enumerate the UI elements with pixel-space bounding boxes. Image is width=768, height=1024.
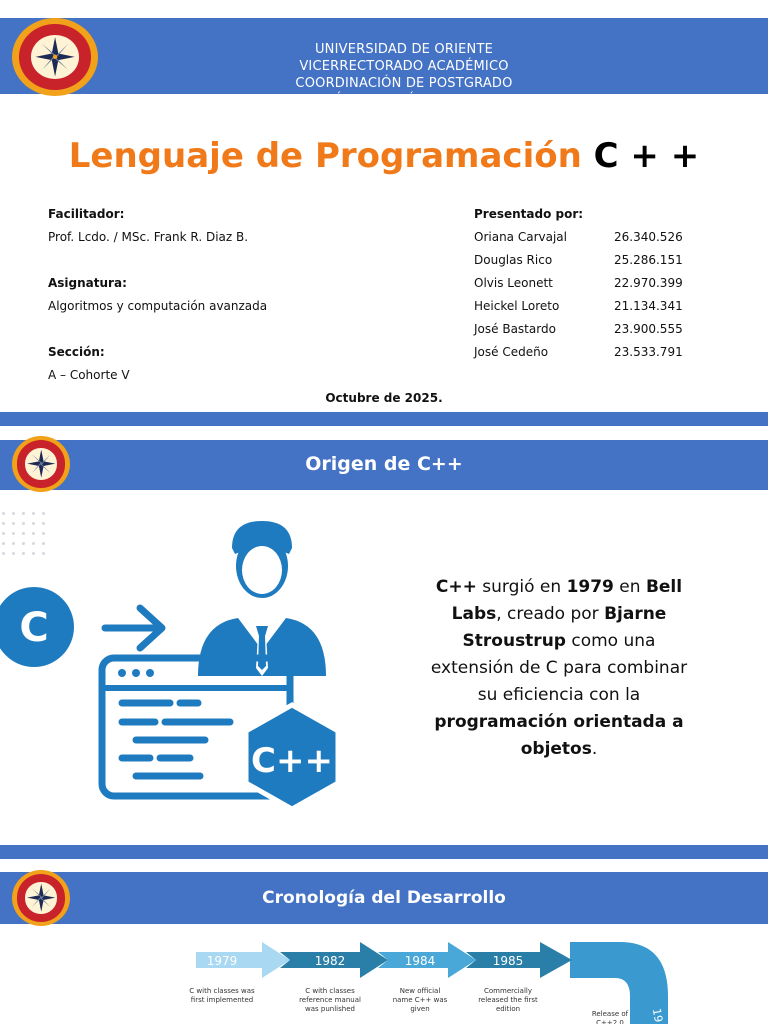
presenter-name: Olvis Leonett [474, 276, 553, 290]
section-value: A – Cohorte V [48, 368, 130, 382]
header-line-coordinacion: COORDINACIÓN DE POSTGRADO [295, 76, 513, 91]
section-label: Sección: [48, 345, 105, 359]
timeline-year: 1982 [314, 954, 346, 968]
presenter-id: 21.134.341 [614, 299, 683, 313]
origin-title-band [0, 440, 768, 490]
presenter-id: 23.533.791 [614, 345, 683, 359]
compass-rose-icon [31, 35, 79, 79]
title-black-part: C + + [593, 136, 700, 176]
presenter-id: 22.970.399 [614, 276, 683, 290]
presenter-row [474, 343, 734, 366]
timeline-caption: was punlished [305, 1005, 355, 1013]
text-segment: en [613, 577, 646, 597]
presenter-name: Douglas Rico [474, 253, 553, 267]
text-segment: . [591, 739, 598, 759]
origin-slide [0, 440, 768, 845]
c-language-icon [0, 587, 74, 667]
facilitator-value: Prof. Lcdo. / MSc. Frank R. Diaz B. [48, 230, 249, 244]
presenter-row [474, 251, 734, 274]
presenters-label: Presentado por: [474, 207, 584, 221]
title-orange-part: Lenguaje de Programación [68, 136, 582, 176]
header-line-vicerrectorado: VICERRECTORADO ACADÉMICO [299, 59, 509, 74]
presentation-date: Octubre de 2025. [325, 391, 443, 405]
person-icon [198, 521, 326, 676]
timeline-caption: Release of [591, 1010, 629, 1018]
header-line-university: UNIVERSIDAD DE ORIENTE [314, 42, 494, 57]
subject-label: Asignatura: [48, 276, 127, 290]
text-segment: surgió en [476, 577, 567, 597]
timeline-caption: C with classes [305, 987, 355, 995]
text-cpp: C++ [435, 577, 477, 597]
timeline-year: 1984 [404, 954, 436, 968]
timeline-caption: New official [399, 987, 441, 995]
presenter-row [474, 297, 734, 320]
university-logo [12, 18, 98, 96]
course-info [48, 205, 378, 389]
text-oop: programación orientada a objetos [434, 712, 684, 759]
text-segment: , creado por [496, 604, 605, 624]
arrow-right-icon [105, 608, 162, 648]
timeline-caption: Commercially [484, 987, 532, 995]
timeline-caption: given [410, 1005, 430, 1013]
c-badge-text: C [19, 605, 49, 651]
presenter-id: 26.340.526 [614, 230, 683, 244]
presenter-name: José Cedeño [474, 345, 549, 359]
institution-header [150, 41, 658, 109]
slide-divider [0, 845, 768, 859]
cpp-badge-text: C++ [251, 741, 333, 781]
cover-slide [0, 0, 768, 412]
text-stroustrup: Bjarne Stroustrup [462, 604, 667, 651]
facilitator-label: Facilitador: [48, 207, 125, 221]
chronology-title: Cronología del Desarrollo [262, 888, 506, 908]
page-title [0, 136, 768, 176]
origin-title: Origen de C++ [305, 453, 463, 475]
presenter-name: Oriana Carvajal [474, 230, 567, 244]
origin-description [424, 574, 694, 763]
text-segment: como una extensión de C para combinar su eficiencia con la [430, 631, 688, 705]
chronology-slide [0, 872, 768, 1024]
presenter-row [474, 228, 734, 251]
presenter-row [474, 320, 734, 343]
presenter-name: José Bastardo [474, 322, 556, 336]
chronology-title-band [0, 872, 768, 924]
presenters-list [474, 205, 734, 366]
timeline-caption: reference manual [299, 996, 361, 1004]
presenter-id: 23.900.555 [614, 322, 683, 336]
text-bell-labs: Bell Labs [451, 577, 683, 624]
header-line-maestria: MAESTRÍA INFORMÁTICA GERENCIAL [282, 93, 526, 108]
timeline-caption: name C++ was [392, 996, 448, 1004]
timeline-year: 19 [649, 1007, 666, 1024]
timeline-caption: C with classes was [189, 987, 255, 995]
cpp-hexagon-icon [246, 705, 338, 809]
timeline-year: 1979 [206, 954, 238, 968]
timeline-caption: released the first [478, 996, 538, 1004]
text-year: 1979 [566, 577, 614, 597]
timeline-caption: C++2.0 [596, 1019, 624, 1024]
timeline-year: 1985 [492, 954, 524, 968]
presenter-name: Heickel Loreto [474, 299, 560, 313]
header-band [0, 18, 768, 108]
timeline-graphic [0, 940, 768, 1024]
presenter-row [474, 274, 734, 297]
timeline-caption: edition [495, 1005, 521, 1013]
presenter-id: 25.286.151 [614, 253, 683, 267]
subject-value: Algoritmos y computación avanzada [48, 299, 268, 313]
cpp-origin-illustration [0, 500, 350, 840]
slide-divider [0, 412, 768, 426]
timeline-caption: first implemented [190, 996, 254, 1004]
